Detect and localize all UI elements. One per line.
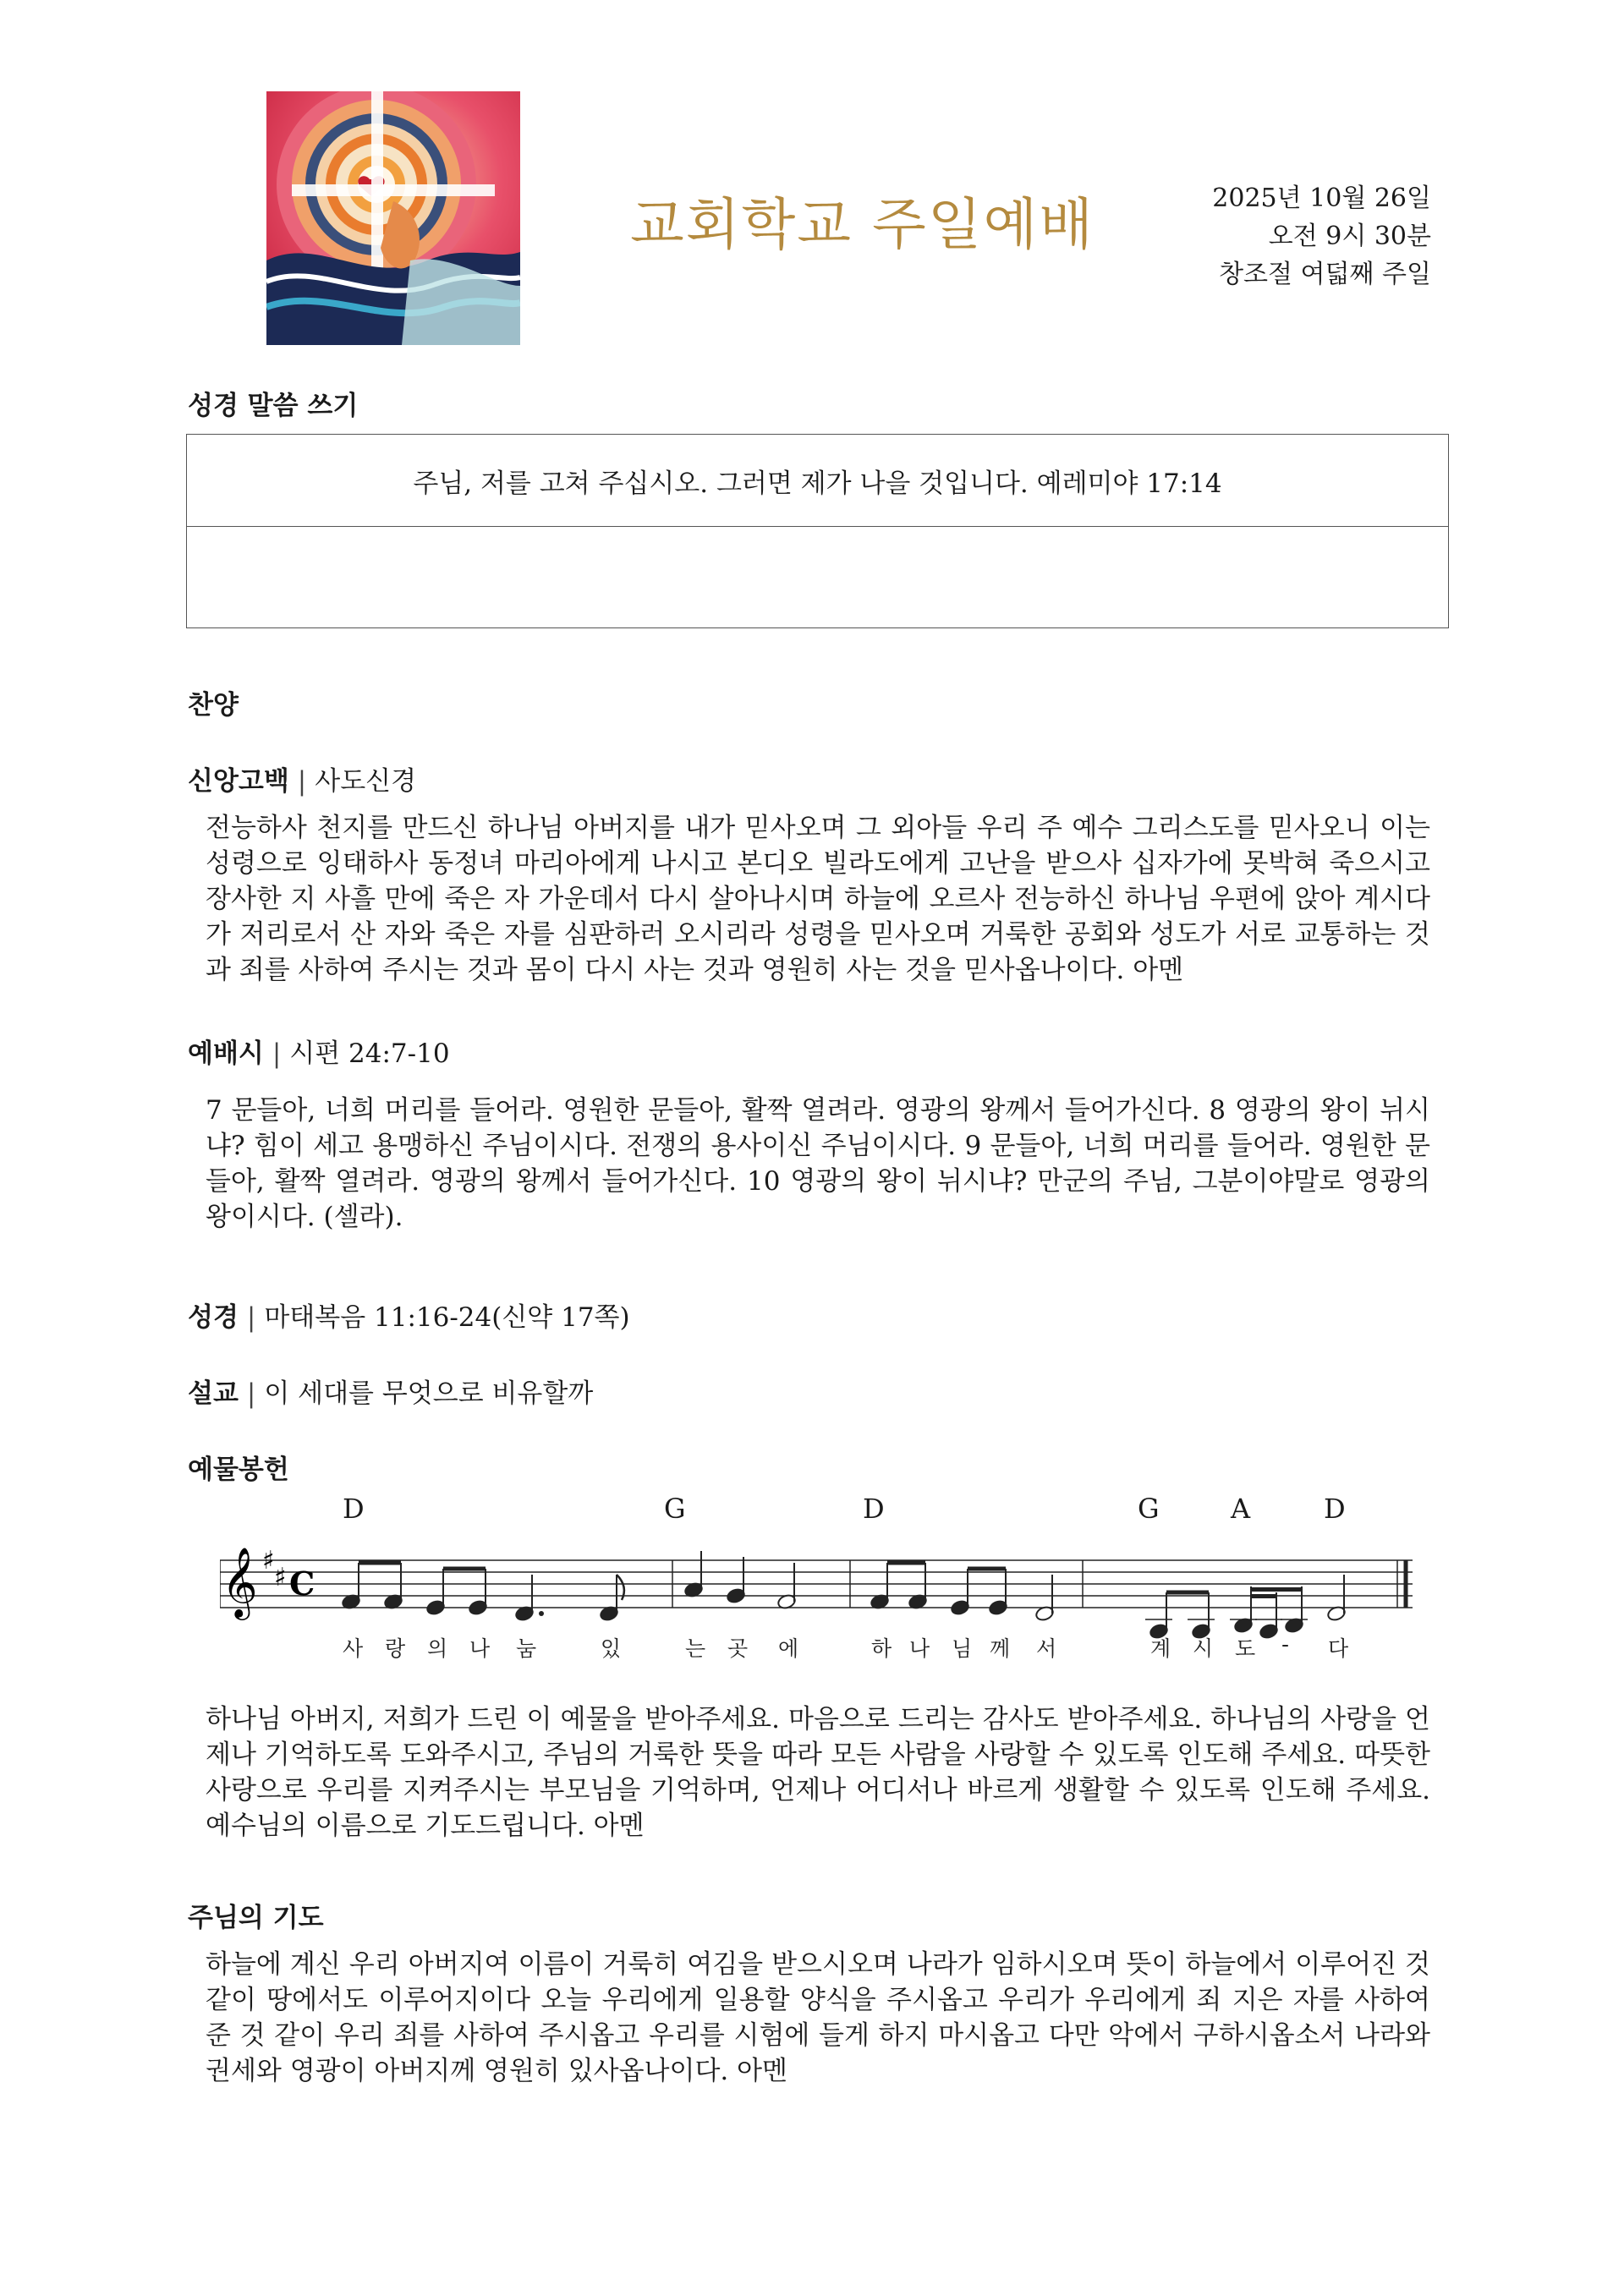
creed-heading <box>188 759 416 797</box>
chord-symbol: G <box>664 1493 686 1525</box>
sharp-icon: ♯ <box>262 1546 275 1575</box>
separator: | <box>246 1378 256 1409</box>
sermon-title: 이 세대를 무엇으로 비유할까 <box>264 1378 594 1409</box>
creed-text: 전능하사 천지를 만드신 하나님 아버지를 내가 믿사오며 그 외아들 우리 주 예수 그리스도를 믿사오니 이는 성령으로 잉태하사 동정녀 마리아에게 나시고 본디오 빌라도에게 고난을 받으사 십자가에 못박혀 죽으시고 장사한 지 사흘 만에 죽은 자 가운데서 다시 살아나시며 하늘에 오르사 전능하신 하나님 우편에 앉아 계시다가 저리로서 산 자와 죽은 자를 심판하러 오시리라 성령을 믿사오며 거룩한 공회와 성도가 서로 교통하는 것과 죄를 사하여 주시는 것과 몸이 다시 사는 것과 영원히 사는 것을 믿사옵나이다. 아멘 <box>206 813 1430 985</box>
liturgical-season: 창조절 여덟째 주일 <box>1219 260 1431 289</box>
lyric-syllable: 께 <box>990 1636 1011 1661</box>
offering-song-score <box>220 1493 1413 1670</box>
offering-prayer: 하나님 아버지, 저희가 드린 이 예물을 받아주세요. 마음으로 드리는 감사도 받아주세요. 하나님의 사랑을 언제나 기억하도록 도와주시고, 주님의 거룩한 뜻을 따라 모든 사람을 사랑할 수 있도록 인도해 주세요. 따뜻한 사랑으로 우리를 지켜주시는 부모님을 기억하며, 언제나 어디서나 바르게 생활할 수 있도록 인도해 주세요. 예수님의 이름으로 기도드립니다. 아멘 <box>206 1704 1430 1841</box>
memory-verse: 주님, 저를 고쳐 주십시오. 그러면 제가 나을 것입니다. 예레미야 17:14 <box>187 435 1448 527</box>
lords-prayer-text: 하늘에 계신 우리 아버지여 이름이 거룩히 여김을 받으시오며 나라가 임하시오며 뜻이 하늘에서 이루어진 것 같이 땅에서도 이루어지이다 오늘 우리에게 일용할 양식을 주시옵고 우리가 우리에게 죄 지은 자를 사하여 준 것 같이 우리 죄를 사하여 주시옵고 우리를 시험에 들게 하지 마시옵고 다만 악에서 구하시옵소서 나라와 권세와 영광이 아버지께 영원히 있사옵나이다. 아멘 <box>206 1949 1430 2086</box>
separator: | <box>246 1302 256 1333</box>
lyric-syllable: 님 <box>952 1636 973 1661</box>
lyric-syllable: 는 <box>685 1636 706 1661</box>
bible-title: 성경 <box>188 1302 239 1333</box>
lyric-syllable: 다 <box>1328 1636 1349 1661</box>
sermon-heading <box>188 1372 593 1410</box>
lyric-syllable: 있 <box>601 1636 622 1661</box>
lyric-syllable: 랑 <box>385 1636 406 1661</box>
lyric-syllable: 도 <box>1235 1636 1256 1661</box>
lyric-syllable: 나 <box>909 1636 930 1661</box>
scripture-writing-box <box>186 434 1449 628</box>
bible-reference: 마태복음 11:16-24(신약 17쪽) <box>264 1302 630 1333</box>
sermon-title-label: 설교 <box>188 1378 239 1409</box>
creed-subtitle: 사도신경 <box>315 766 417 797</box>
writing-area[interactable] <box>187 527 1448 628</box>
lyric-syllable: 눔 <box>516 1636 537 1661</box>
separator: | <box>272 1038 282 1069</box>
chord-symbol: A <box>1231 1493 1251 1525</box>
service-time: 오전 9시 30분 <box>1268 222 1431 251</box>
creed-title: 신앙고백 <box>188 766 289 797</box>
lords-prayer-heading: 주님의 기도 <box>188 1903 324 1933</box>
lyric-syllable: - <box>1281 1632 1290 1657</box>
chord-symbol: D <box>863 1493 885 1525</box>
separator: | <box>297 766 307 797</box>
call-to-worship-title: 예배시 <box>188 1038 264 1069</box>
lyric-syllable: 곳 <box>727 1636 749 1661</box>
lyric-syllable: 나 <box>469 1636 491 1661</box>
worship-logo-image <box>266 91 520 345</box>
dot <box>539 1611 544 1616</box>
chord-symbol: D <box>1324 1493 1346 1525</box>
bible-heading <box>188 1296 630 1334</box>
lyric-syllable: 서 <box>1036 1636 1057 1661</box>
call-to-worship-heading <box>188 1032 450 1070</box>
page-title: 교회학교 주일예배 <box>630 192 1095 257</box>
lyric-syllable: 하 <box>871 1636 892 1661</box>
scripture-writing-heading: 성경 말씀 쓰기 <box>188 391 359 421</box>
common-time-icon: C <box>289 1564 315 1603</box>
lyric-syllable: 사 <box>343 1636 364 1661</box>
praise-heading: 찬양 <box>188 690 239 721</box>
call-to-worship-text: 7 문들아, 너희 머리를 들어라. 영원한 문들아, 활짝 열려라. 영광의 왕께서 들어가신다. 8 영광의 왕이 뉘시냐? 힘이 세고 용맹하신 주님이시다. 전쟁의 용사이신 주님이시다. 9 문들아, 너희 머리를 들어라. 영원한 문들아, 활짝 열려라. 영광의 왕께서 들어가신다. 10 영광의 왕이 뉘시냐? 만군의 주님, 그분이야말로 영광의 왕이시다. (셀라). <box>206 1095 1430 1232</box>
service-date: 2025년 10월 26일 <box>1212 184 1431 213</box>
lyric-syllable: 계 <box>1150 1636 1171 1661</box>
service-info <box>1212 179 1431 293</box>
lyric-syllable: 시 <box>1193 1636 1214 1661</box>
lyric-syllable: 에 <box>778 1636 799 1661</box>
lyric-syllable: 의 <box>427 1636 448 1661</box>
sharp-icon: ♯ <box>274 1563 287 1592</box>
chord-symbol: G <box>1138 1493 1160 1525</box>
offering-heading: 예물봉헌 <box>188 1455 289 1485</box>
call-to-worship-reference: 시편 24:7-10 <box>289 1038 450 1069</box>
chord-symbol: D <box>343 1493 365 1525</box>
treble-clef-icon: 𝄞 <box>222 1546 258 1617</box>
